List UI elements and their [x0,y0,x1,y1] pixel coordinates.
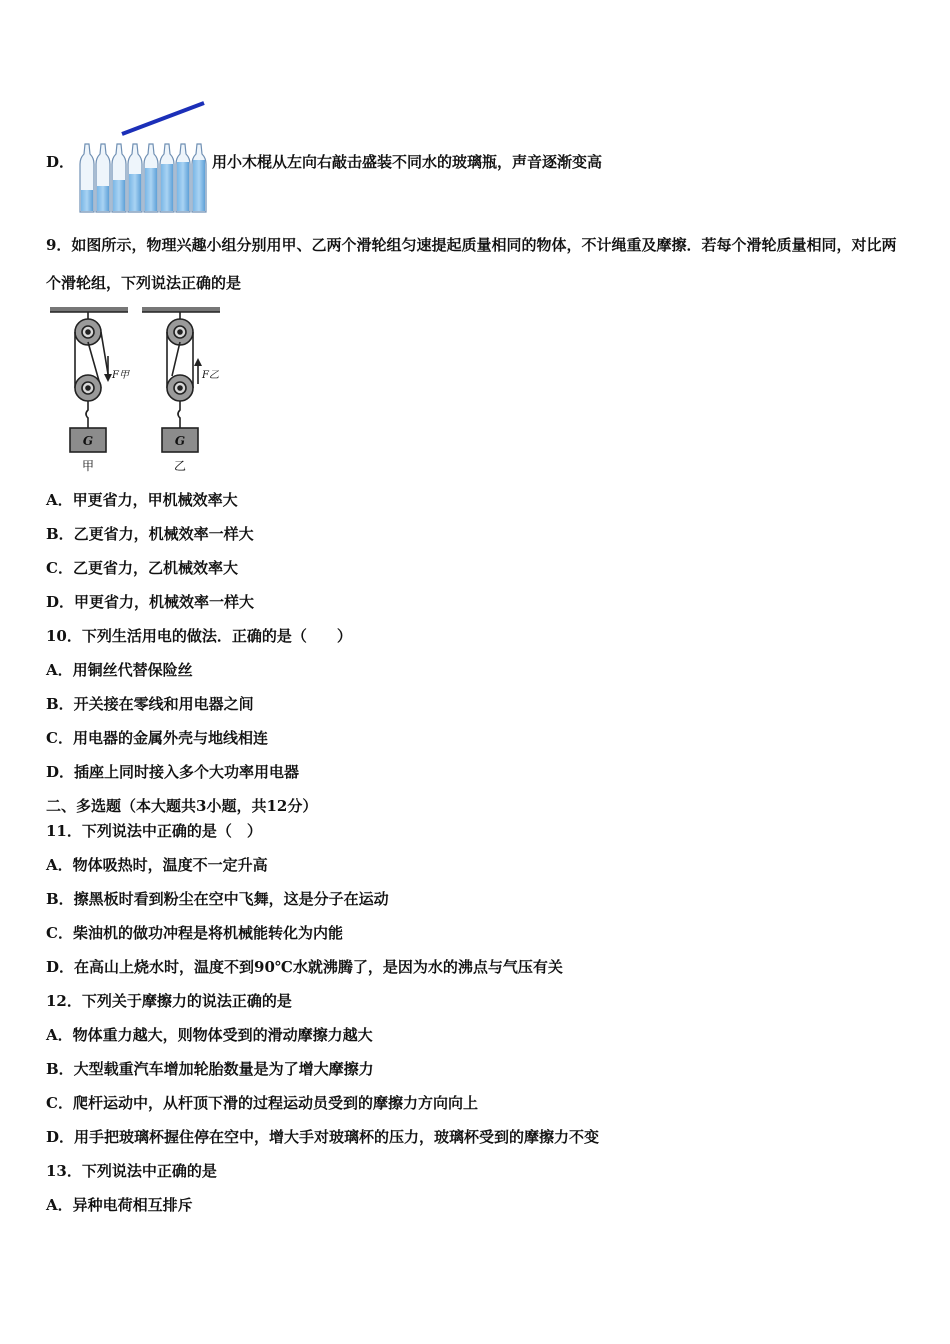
weight-label-yi: G [174,434,186,448]
q10-option-c: C．用电器的金属外壳与地线相连 [46,729,268,747]
q11-option-c: C．柴油机的做功冲程是将机械能转化为内能 [46,924,343,942]
ceiling-right [142,307,220,312]
q9-option-d: D．甲更省力，机械效率一样大 [46,593,255,611]
q10-option-d: D．插座上同时接入多个大功率用电器 [46,763,300,781]
pulley-systems-figure [46,304,226,476]
q9-stem: 9．如图所示，物理兴趣小组分别用甲、乙两个滑轮组匀速提起质量相同的物体，不计绳重及摩擦．若每个滑轮质量相同，对比两个滑轮组，下列说法正确的是 [46,236,897,292]
weight-label-jia: G [82,434,94,448]
q10-stem: 10．下列生活用电的做法．正确的是（ ） [46,627,352,645]
pulley-system-yi [162,312,202,452]
section-2-title: 二、多选题（本大题共3小题，共12分） [46,797,318,815]
ceiling-left [50,307,128,312]
arrow-down-icon [104,374,112,382]
q9-option-c: C．乙更省力，乙机械效率大 [46,559,238,577]
q11-stem: 11．下列说法中正确的是（ ） [46,822,262,840]
arrow-up-icon [194,358,202,366]
q11-option-a: A．物体吸热时，温度不一定升高 [46,856,268,874]
q12-stem: 12．下列关于摩擦力的说法正确的是 [46,992,292,1010]
q8-option-d-label: D． [46,153,75,171]
q13-stem: 13．下列说法中正确的是 [46,1162,217,1180]
q10-option-a: A．用铜丝代替保险丝 [46,661,193,679]
caption-jia: 甲 [81,459,95,473]
wooden-stick [122,103,204,134]
q12-option-c: C．爬杆运动中，从杆顶下滑的过程运动员受到的摩擦力方向向上 [46,1094,478,1112]
pulley-system-jia [70,312,112,452]
q12-option-d: D．用手把玻璃杯握住停在空中，增大手对玻璃杯的压力，玻璃杯受到的摩擦力不变 [46,1128,600,1146]
q12-option-a: A．物体重力越大，则物体受到的滑动摩擦力越大 [46,1026,373,1044]
q8-option-d-text: 用小木棍从左向右敲击盛装不同水的玻璃瓶，声音逐渐变高 [212,153,603,171]
q12-option-b: B．大型载重汽车增加轮胎数量是为了增大摩擦力 [46,1060,374,1078]
q9-option-a: A．甲更省力，甲机械效率大 [46,491,238,509]
q9-option-b: B．乙更省力，机械效率一样大 [46,525,254,543]
caption-yi: 乙 [173,459,187,473]
glass-bottles-figure [74,98,214,216]
q11-option-b: B．擦黑板时看到粉尘在空中飞舞，这是分子在运动 [46,890,389,908]
q13-option-a: A．异种电荷相互排斥 [46,1196,193,1214]
q10-option-b: B．开关接在零线和用电器之间 [46,695,254,713]
force-label-yi: F乙 [202,370,219,381]
q11-option-d: D．在高山上烧水时，温度不到90℃水就沸腾了，是因为水的沸点与气压有关 [46,958,563,976]
force-label-jia: F甲 [112,370,129,381]
